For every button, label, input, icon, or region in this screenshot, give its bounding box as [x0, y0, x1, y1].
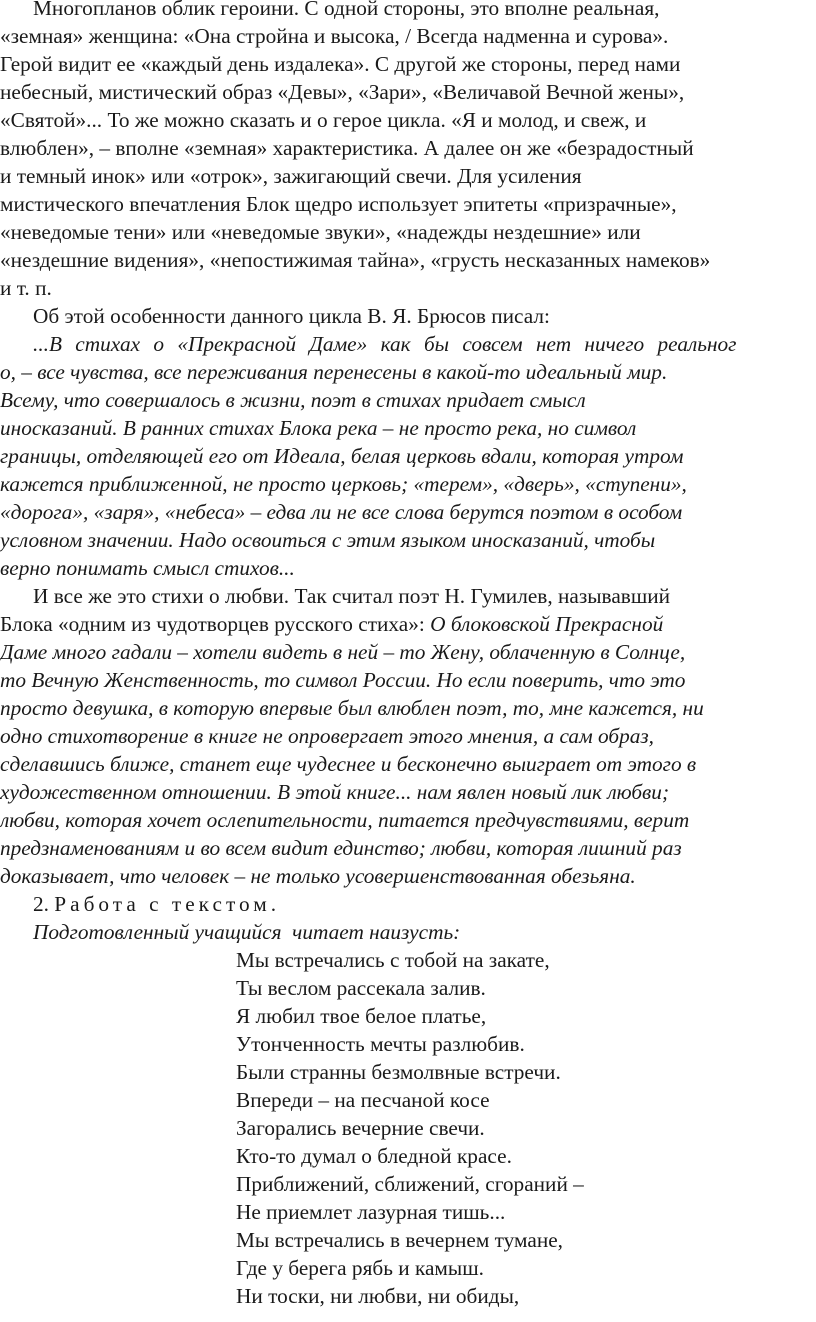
quote-line: ...В стихах о «Прекрасной Даме» как бы совсем нет ничего реальног [33, 332, 737, 356]
poem-line: Я любил твое белое платье, [236, 1004, 487, 1028]
poem-line: Впереди – на песчаной косе [236, 1088, 490, 1112]
text-line: влюблен», – вполне «земная» характеристика. А далее он же «безрадостный [0, 136, 694, 160]
text-line: небесный, мистический образ «Девы», «Зари», «Величавой Вечной жены», [0, 80, 685, 104]
poem-line: Где у берега рябь и камыш. [236, 1256, 484, 1280]
text-line: Герой видит ее «каждый день издалека». С другой же стороны, перед нами [0, 52, 681, 76]
paragraph-bryusov-intro: Об этой особенности данного цикла В. Я. Брюсов писал: [33, 304, 550, 328]
text-line: и темный инок» или «отрок», зажигающий свечи. Для усиления [0, 164, 582, 188]
section-number: 2. [33, 892, 55, 916]
poem-line: Загорались вечерние свечи. [236, 1116, 485, 1140]
poem-line: Утонченность мечты разлюбив. [236, 1032, 525, 1056]
quote-line: границы, отделяющей его от Идеала, белая церковь вдали, которая утром [0, 444, 684, 468]
quote-line: любви, которая хочет ослепительности, питается предчувствиями, верит [0, 808, 690, 832]
poem-line: Приближений, сближений, сгораний – [236, 1172, 584, 1196]
text-line: мистического впечатления Блок щедро использует эпитеты «призрачные», [0, 192, 677, 216]
text-plain: Блока «одним из чудотворцев русского стиха»: [0, 612, 431, 636]
section-title: Работа с текстом. [54, 892, 281, 916]
poem-line: Мы встречались с тобой на закате, [236, 948, 550, 972]
quote-line: доказывает, что человек – не только усовершенствованная обезьяна. [0, 864, 636, 888]
quote-line: верно понимать смысл стихов... [0, 556, 295, 580]
quote-line: художественном отношении. В этой книге... нам явлен новый лик любви; [0, 780, 670, 804]
quote-line: о, – все чувства, все переживания перенесены в какой-то идеальный мир. [0, 360, 668, 384]
text-line: и т. п. [0, 276, 52, 300]
quote-line: Даме много гадали – хотели видеть в ней – то Жену, облаченную в Солнце, [0, 640, 686, 664]
quote-line: просто девушка, в которую впервые был влюблен поэт, то, мне кажется, ни [0, 696, 704, 720]
quote-line: условном значении. Надо освоиться с этим языком иносказаний, чтобы [0, 528, 656, 552]
quote-line: то Вечную Женственность, то символ России. Но если поверить, что это [0, 668, 686, 692]
quote-line: предзнаменованиям и во всем видит единство; любви, которая лишний раз [0, 836, 682, 860]
text-line: И все же это стихи о любви. Так считал поэт Н. Гумилев, называвший [33, 584, 671, 608]
text-line: «неведомые тени» или «неведомые звуки», «надежды нездешние» или [0, 220, 641, 244]
quote-line: одно стихотворение в книге не опровергает этого мнения, а сам образ, [0, 724, 654, 748]
quote-line: сделавшись ближе, станет еще чудеснее и бесконечно выиграет от этого в [0, 752, 697, 776]
text-line: «нездешние видения», «непостижимая тайна», «грусть несказанных намеков» [0, 248, 711, 272]
quote-line: иносказаний. В ранних стихах Блока река – не просто река, но символ [0, 416, 637, 440]
text-line: «Святой»... То же можно сказать и о герое цикла. «Я и молод, и свеж, и [0, 108, 647, 132]
poem-line: Не приемлет лазурная тишь... [236, 1200, 506, 1224]
text-line: Многопланов облик героини. С одной стороны, это вполне реальная, [33, 0, 660, 20]
quote-line: Всему, что совершалось в жизни, поэт в стихах придает смысл [0, 388, 586, 412]
poem-line: Ты веслом рассекала залив. [236, 976, 486, 1000]
poem-line: Мы встречались в вечернем тумане, [236, 1228, 564, 1252]
poem-line: Были странны безмолвные встречи. [236, 1060, 561, 1084]
text-line: «земная» женщина: «Она стройна и высока, / Всегда надменна и сурова». [0, 24, 669, 48]
quote-line: кажется приближенной, не просто церковь; «терем», «дверь», «ступени», [0, 472, 687, 496]
poem-line: Ни тоски, ни любви, ни обиды, [236, 1284, 520, 1308]
quote-start: О блоковской Прекрасной [430, 612, 664, 636]
poem-line: Кто-то думал о бледной красе. [236, 1144, 512, 1168]
instruction-text: Подготовленный учащийся читает наизусть: [33, 920, 461, 944]
text-line [0, 610, 663, 638]
quote-line: «дорога», «заря», «небеса» – едва ли не все слова берутся поэтом в особом [0, 500, 683, 524]
section-heading [33, 890, 280, 918]
